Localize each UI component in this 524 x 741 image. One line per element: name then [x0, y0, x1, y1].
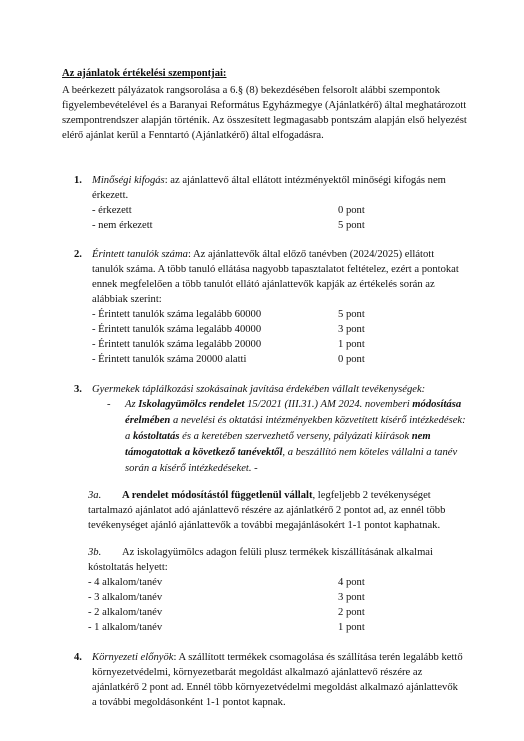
note-line-2: [125, 413, 466, 428]
s3b-row-1-points: 4 pont: [338, 577, 365, 588]
subsection-3a-bold: A rendelet módosítástól függetlenül vállalt: [122, 490, 313, 501]
s3b-row-3-points: 2 pont: [338, 607, 365, 618]
subsection-3a-line-2: tartalmazó ajánlatot adó ajánlattevő részére az ajánlatkérő 2 pontot ad, az ennél több: [88, 505, 446, 516]
note-text-a: a: [125, 431, 133, 442]
s2-row-4-points: 0 pont: [338, 354, 365, 365]
note-text-intezkedesek: a nevelési és oktatási intézményekben közvetített kísérő intézkedések:: [170, 415, 466, 426]
section-1-text: : az ajánlattevő által ellátott intézményektől minőségi kifogás nem: [164, 175, 446, 186]
section-3-title: Gyermekek táplálkozási szokásainak javítása érdekében vállalt tevékenységek:: [92, 384, 426, 395]
subsection-3b-line-2: kóstoltatás helyett:: [88, 562, 168, 573]
s1-row-2-points: 5 pont: [338, 220, 365, 231]
intro-line-4: elérő ajánlat kerül a Fenntartó (Ajánlatkérő) által elfogadásra.: [62, 130, 324, 141]
intro-line-1: A beérkezett pályázatok rangsorolása a 6.§ (8) bekezdésében felsorolt alábbi szempontok: [62, 85, 440, 96]
s3b-row-1-label: - 4 alkalom/tanév: [88, 577, 163, 588]
section-2-line-1: [92, 247, 434, 262]
section-2-text: : Az ajánlattevők által előző tanévben (2024/2025) ellátott: [187, 249, 435, 260]
section-1-title: Minőségi kifogás: [92, 175, 165, 186]
intro-line-2: figyelembevételével és a Baranyai Református Egyházmegye (Ajánlatkérő) által meghatározott: [62, 100, 467, 111]
note-text-ertelmeben: érelmében: [125, 415, 171, 426]
section-1-line-2: érkezett.: [92, 190, 129, 201]
s2-row-1-points: 5 pont: [338, 309, 365, 320]
s3b-row-2-label: - 3 alkalom/tanév: [88, 592, 163, 603]
s3b-row-2-points: 3 pont: [338, 592, 365, 603]
subsection-3a-line-1: [122, 488, 431, 503]
s3b-row-3-label: - 2 alkalom/tanév: [88, 607, 163, 618]
s2-row-3-label: - Érintett tanulók száma legalább 20000: [92, 339, 262, 350]
s2-row-2-points: 3 pont: [338, 324, 365, 335]
note-line-4: [125, 445, 457, 460]
section-4-title: Környezeti előnyök: [92, 652, 174, 663]
note-line-1: [125, 397, 461, 412]
note-dash: -: [107, 399, 111, 410]
section-2-line-4: alábbiak szerint:: [92, 294, 162, 305]
s2-row-1-label: - Érintett tanulók száma legalább 60000: [92, 309, 262, 320]
note-text-kostoltatas: kóstoltatás: [132, 431, 180, 442]
note-text-tamogatottak: támogatottak a következő tanévektől: [125, 447, 283, 458]
section-4-number: 4.: [74, 652, 82, 663]
note-text-verseny: és a keretében szervezhető verseny, pályázati kiírások: [179, 431, 412, 442]
section-4-text: : A szállított termékek csomagolása és szállítása terén legalább kettő: [173, 652, 463, 663]
subsection-3a-line-3: tevékenységet ajánló ajánlattevők a további megajánlásokért 1-1 pontot kaphatnak.: [88, 520, 441, 531]
note-text-az: Az: [125, 399, 139, 410]
section-2-line-2: tanulók száma. A több tanuló ellátása nagyobb tapasztalatot feltételez, ezért a pontokat: [92, 264, 459, 275]
s2-row-4-label: - Érintett tanulók száma 20000 alatti: [92, 354, 247, 365]
note-text-beszallito: , a beszállító nem köteles vállalni a tanév: [282, 447, 458, 458]
s2-row-3-points: 1 pont: [338, 339, 365, 350]
section-2-number: 2.: [74, 249, 82, 260]
section-4-line-2: környezetvédelmi, környezetbarát megoldást alkalmazó ajánlattevő részére az: [92, 667, 423, 678]
note-line-3: [125, 429, 431, 444]
s1-row-2-label: - nem érkezett: [92, 220, 153, 231]
note-text-modositasa: módosítása: [412, 399, 462, 410]
subsection-3a-text: , legfeljebb 2 tevékenységet: [312, 490, 431, 501]
section-4-line-3: ajánlatkérő 2 pont ad. Ennél több környezetvédelmi megoldást alkalmazó ajánlattevők: [92, 682, 458, 693]
note-text-nem: nem: [411, 431, 431, 442]
s1-row-1-label: - érkezett: [92, 205, 132, 216]
subsection-3b-label: 3b.: [88, 547, 102, 558]
section-1-line-1: [92, 173, 446, 188]
note-text-rendelet: Iskolagyümölcs rendelet: [138, 399, 245, 410]
intro-line-3: szempontrendszer alapján történik. Az összesített legmagasabb pontszám alapján első helyezést: [62, 115, 467, 126]
section-1-number: 1.: [74, 175, 82, 186]
section-4-line-4: a további megoldásonként 1-1 pontot kapnak.: [92, 697, 286, 708]
s3b-row-4-label: - 1 alkalom/tanév: [88, 622, 163, 633]
note-text-am: 15/2021 (III.31.) AM 2024. novemberi: [244, 399, 413, 410]
section-4-line-1: [92, 650, 463, 665]
page-heading: Az ajánlatok értékelési szempontjai:: [62, 68, 227, 79]
section-3-number: 3.: [74, 384, 82, 395]
s1-row-1-points: 0 pont: [338, 205, 365, 216]
subsection-3b-line-1: Az iskolagyümölcs adagon felüli plusz termékek kiszállításának alkalmai: [122, 547, 433, 558]
s2-row-2-label: - Érintett tanulók száma legalább 40000: [92, 324, 262, 335]
subsection-3a-label: 3a.: [88, 490, 102, 501]
note-line-5: során a kísérő intézkedéseket. -: [125, 463, 258, 474]
s3b-row-4-points: 1 pont: [338, 622, 365, 633]
section-2-line-3: ennek megfelelően a több tanulót ellátó ajánlattevők kapják az értékelés során az: [92, 279, 435, 290]
section-2-title: Érintett tanulók száma: [92, 249, 188, 260]
